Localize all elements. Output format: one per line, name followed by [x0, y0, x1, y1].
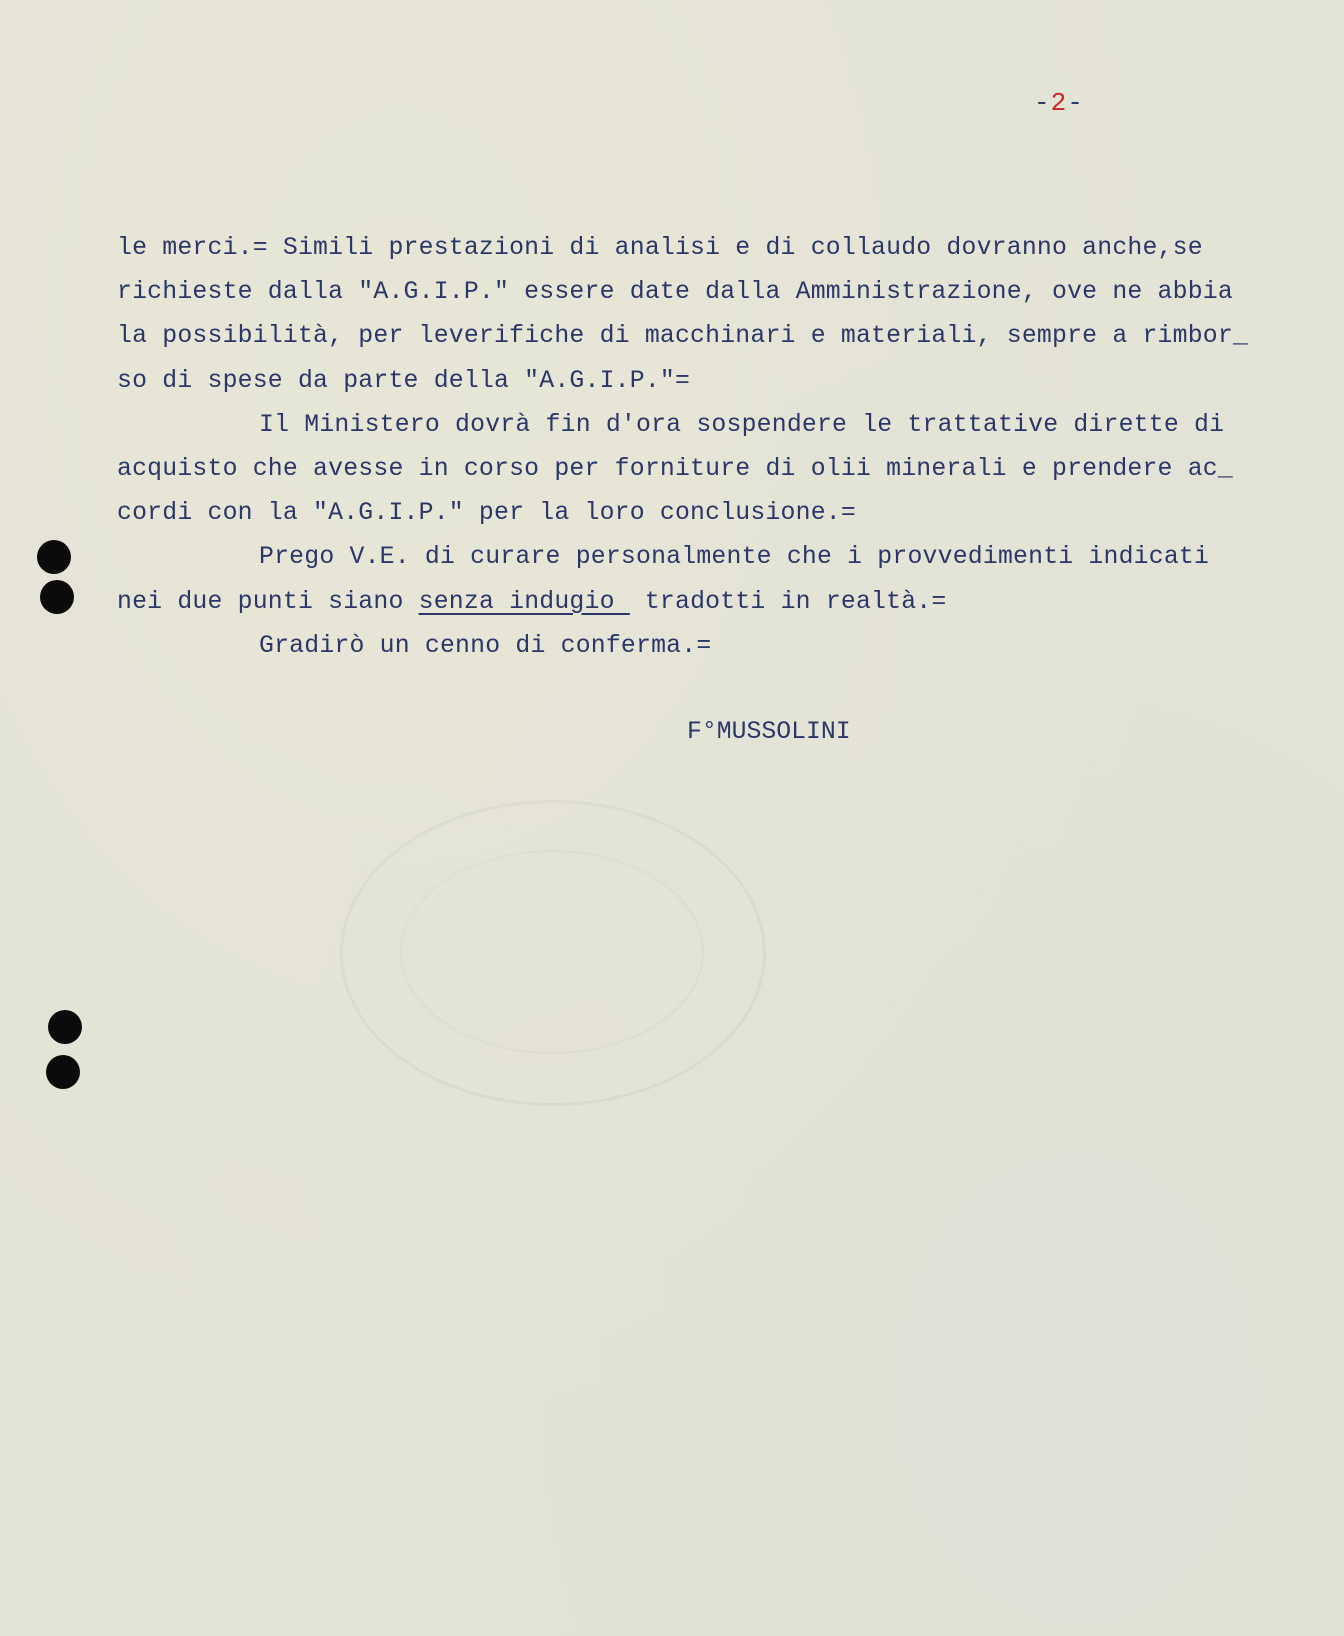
punch-hole [37, 540, 71, 574]
body-line-with-underline [117, 580, 1327, 624]
body-line: so di spese da parte della "A.G.I.P."= [117, 366, 691, 395]
punch-hole [46, 1055, 80, 1089]
underlined-phrase: senza indugio [418, 587, 630, 616]
line-nine-after: tradotti in realtà.= [629, 587, 947, 616]
signature: F°MUSSOLINI [687, 718, 851, 746]
page-number-value: 2 [1050, 88, 1068, 118]
closing-line: Gradirò un cenno di conferma.= [259, 631, 712, 660]
body-line: Il Ministero dovrà fin d'ora sospendere le trattative dirette di [259, 410, 1225, 439]
page-number [1034, 88, 1084, 118]
body-line: acquisto che avesse in corso per forniture di olii minerali e prendere ac_ [117, 454, 1233, 483]
body-line: Prego V.E. di curare personalmente che i provvedimenti indicati [259, 543, 1210, 572]
page-number-suffix: - [1067, 88, 1084, 118]
body-line: richieste dalla "A.G.I.P." essere date dalla Amministrazione, ove ne abbia [117, 278, 1233, 307]
punch-hole [48, 1010, 82, 1044]
line-nine-before: nei due punti siano [117, 587, 419, 616]
punch-hole [40, 580, 74, 614]
body-line: la possibilità, per leverifiche di macchinari e materiali, sempre a rimbor_ [117, 322, 1249, 351]
body-line: cordi con la "A.G.I.P." per la loro conclusione.= [117, 499, 856, 528]
faded-stamp-inner-ring [400, 850, 704, 1054]
letter-body [117, 226, 1327, 668]
body-line: le merci.= Simili prestazioni di analisi e di collaudo dovranno anche,se [117, 234, 1203, 262]
page-number-prefix: - [1034, 88, 1051, 118]
